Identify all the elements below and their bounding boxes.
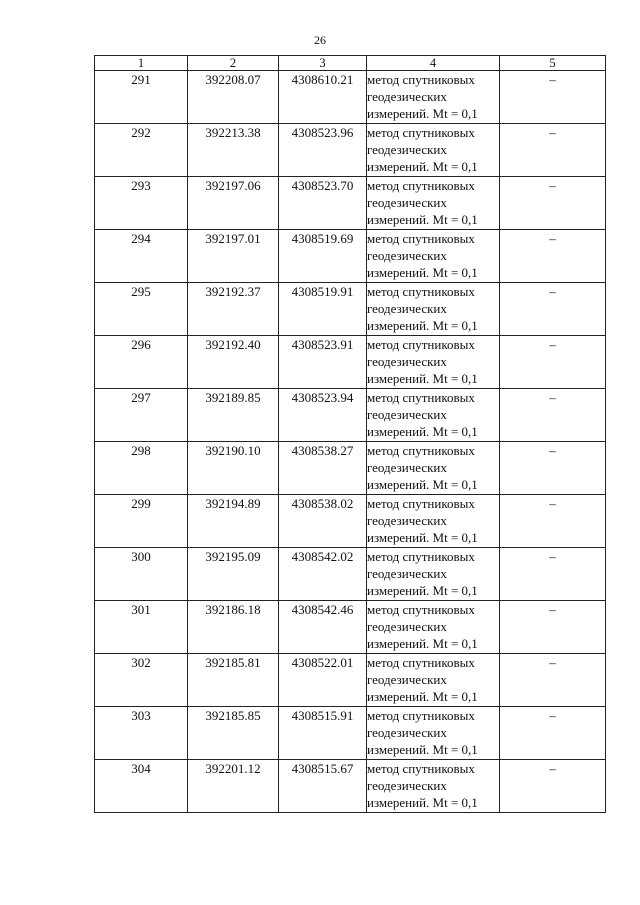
table-row [95, 760, 606, 813]
method-cell: метод спутниковых геодезических измерений. Mt = 0,1 [367, 389, 500, 442]
accuracy-cell: – [500, 124, 606, 177]
x-coordinate-cell: 392197.01 [188, 230, 279, 283]
y-coordinate-cell: 4308519.91 [279, 283, 367, 336]
x-coordinate-cell: 392195.09 [188, 548, 279, 601]
y-coordinate-cell: 4308515.91 [279, 707, 367, 760]
method-cell: метод спутниковых геодезических измерений. Mt = 0,1 [367, 601, 500, 654]
method-cell: метод спутниковых геодезических измерений. Mt = 0,1 [367, 177, 500, 230]
accuracy-cell: – [500, 442, 606, 495]
point-number-cell: 295 [95, 283, 188, 336]
table-row [95, 548, 606, 601]
table-row [95, 336, 606, 389]
point-number-cell: 303 [95, 707, 188, 760]
point-number-cell: 299 [95, 495, 188, 548]
table-row [95, 389, 606, 442]
point-number-cell: 292 [95, 124, 188, 177]
method-cell: метод спутниковых геодезических измерений. Mt = 0,1 [367, 230, 500, 283]
accuracy-cell: – [500, 707, 606, 760]
x-coordinate-cell: 392186.18 [188, 601, 279, 654]
table-row [95, 177, 606, 230]
x-coordinate-cell: 392213.38 [188, 124, 279, 177]
y-coordinate-cell: 4308542.02 [279, 548, 367, 601]
method-cell: метод спутниковых геодезических измерений. Mt = 0,1 [367, 124, 500, 177]
x-coordinate-cell: 392190.10 [188, 442, 279, 495]
y-coordinate-cell: 4308523.91 [279, 336, 367, 389]
point-number-cell: 300 [95, 548, 188, 601]
method-cell: метод спутниковых геодезических измерений. Mt = 0,1 [367, 548, 500, 601]
point-number-cell: 302 [95, 654, 188, 707]
point-number-cell: 291 [95, 71, 188, 124]
accuracy-cell: – [500, 760, 606, 813]
table-header-row [95, 56, 606, 71]
accuracy-cell: – [500, 177, 606, 230]
accuracy-cell: – [500, 389, 606, 442]
y-coordinate-cell: 4308523.70 [279, 177, 367, 230]
x-coordinate-cell: 392197.06 [188, 177, 279, 230]
x-coordinate-cell: 392194.89 [188, 495, 279, 548]
table-row [95, 707, 606, 760]
x-coordinate-cell: 392208.07 [188, 71, 279, 124]
table-row [95, 442, 606, 495]
y-coordinate-cell: 4308519.69 [279, 230, 367, 283]
point-number-cell: 298 [95, 442, 188, 495]
x-coordinate-cell: 392201.12 [188, 760, 279, 813]
point-number-cell: 301 [95, 601, 188, 654]
method-cell: метод спутниковых геодезических измерений. Mt = 0,1 [367, 71, 500, 124]
accuracy-cell: – [500, 71, 606, 124]
y-coordinate-cell: 4308523.94 [279, 389, 367, 442]
method-cell: метод спутниковых геодезических измерений. Mt = 0,1 [367, 495, 500, 548]
x-coordinate-cell: 392189.85 [188, 389, 279, 442]
coordinates-table [94, 55, 606, 813]
method-cell: метод спутниковых геодезических измерений. Mt = 0,1 [367, 760, 500, 813]
accuracy-cell: – [500, 283, 606, 336]
table-row [95, 654, 606, 707]
page-number: 26 [314, 33, 326, 47]
point-number-cell: 294 [95, 230, 188, 283]
point-number-cell: 304 [95, 760, 188, 813]
column-header: 2 [188, 56, 279, 71]
column-header: 3 [279, 56, 367, 71]
accuracy-cell: – [500, 601, 606, 654]
y-coordinate-cell: 4308515.67 [279, 760, 367, 813]
method-cell: метод спутниковых геодезических измерений. Mt = 0,1 [367, 442, 500, 495]
y-coordinate-cell: 4308610.21 [279, 71, 367, 124]
table-row [95, 495, 606, 548]
point-number-cell: 293 [95, 177, 188, 230]
y-coordinate-cell: 4308538.27 [279, 442, 367, 495]
column-header: 4 [367, 56, 500, 71]
y-coordinate-cell: 4308522.01 [279, 654, 367, 707]
accuracy-cell: – [500, 336, 606, 389]
method-cell: метод спутниковых геодезических измерений. Mt = 0,1 [367, 707, 500, 760]
table-row [95, 71, 606, 124]
table-row [95, 283, 606, 336]
column-header: 5 [500, 56, 606, 71]
table-row [95, 601, 606, 654]
y-coordinate-cell: 4308523.96 [279, 124, 367, 177]
x-coordinate-cell: 392185.81 [188, 654, 279, 707]
method-cell: метод спутниковых геодезических измерений. Mt = 0,1 [367, 336, 500, 389]
accuracy-cell: – [500, 548, 606, 601]
x-coordinate-cell: 392185.85 [188, 707, 279, 760]
method-cell: метод спутниковых геодезических измерений. Mt = 0,1 [367, 654, 500, 707]
table-row [95, 124, 606, 177]
accuracy-cell: – [500, 230, 606, 283]
point-number-cell: 297 [95, 389, 188, 442]
accuracy-cell: – [500, 654, 606, 707]
column-header: 1 [95, 56, 188, 71]
y-coordinate-cell: 4308538.02 [279, 495, 367, 548]
y-coordinate-cell: 4308542.46 [279, 601, 367, 654]
x-coordinate-cell: 392192.40 [188, 336, 279, 389]
x-coordinate-cell: 392192.37 [188, 283, 279, 336]
method-cell: метод спутниковых геодезических измерений. Mt = 0,1 [367, 283, 500, 336]
accuracy-cell: – [500, 495, 606, 548]
table-row [95, 230, 606, 283]
point-number-cell: 296 [95, 336, 188, 389]
